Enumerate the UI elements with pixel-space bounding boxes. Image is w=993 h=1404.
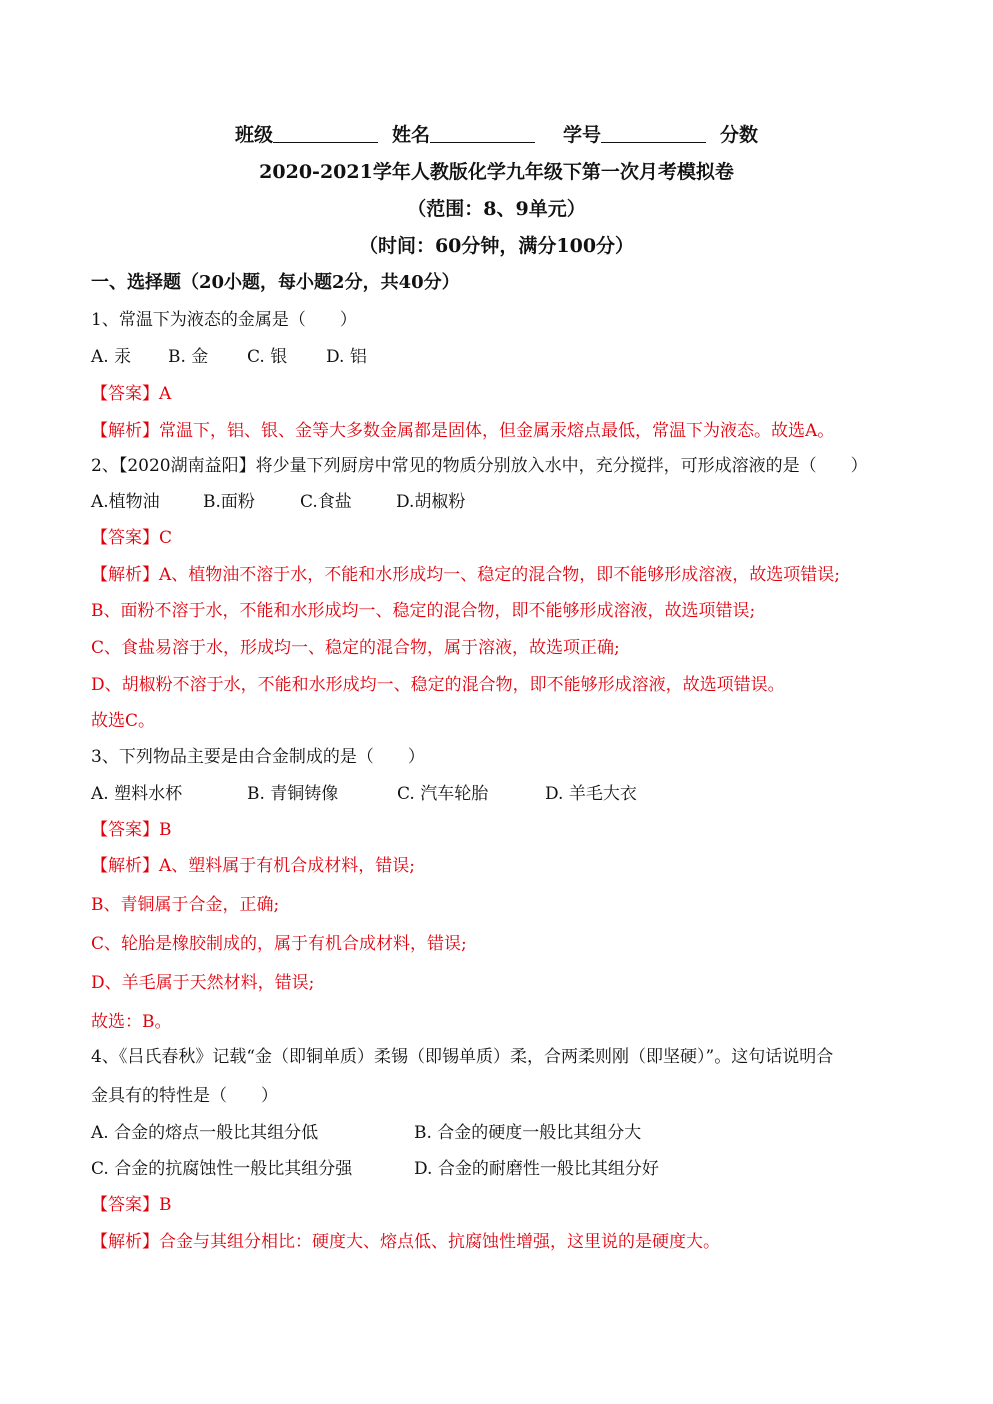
id-label: 学号 [563, 124, 602, 146]
question-1-answer [91, 383, 171, 405]
exam-scope: （范围：8、9单元） [407, 198, 586, 220]
option-c: C. 合金的抗腐蚀性一般比其组分强 [91, 1159, 353, 1179]
question-2-analysis-1 [91, 564, 840, 586]
question-4-analysis [91, 1231, 720, 1253]
question-3-stem: 3、下列物品主要是由合金制成的是（ ） [91, 747, 425, 767]
option-b: B.面粉 [203, 492, 255, 512]
answer-tag: 【答案】 [91, 528, 159, 548]
question-2-analysis-5: 故选C。 [91, 711, 156, 731]
exam-title: 2020-2021学年人教版化学九年级下第一次月考模拟卷 [259, 161, 734, 183]
option-b: B. 青铜铸像 [247, 784, 339, 804]
analysis-text: A、塑料属于有机合成材料，错误; [159, 856, 416, 876]
option-c: C. 汽车轮胎 [397, 784, 489, 804]
analysis-tag: 【解析】 [91, 421, 159, 441]
question-3-analysis-1 [91, 855, 415, 877]
option-a: A. 合金的熔点一般比其组分低 [91, 1123, 319, 1143]
option-d: D. 铝 [326, 347, 367, 367]
analysis-text: A、植物油不溶于水，不能和水形成均一、稳定的混合物，即不能够形成溶液，故选项错误; [159, 565, 841, 585]
answer-value: B [159, 1195, 172, 1215]
analysis-tag: 【解析】 [91, 856, 159, 876]
option-c: C. 银 [247, 347, 288, 367]
question-2-answer [91, 527, 172, 549]
question-2-options [91, 491, 465, 513]
answer-value: A [159, 384, 172, 404]
question-2-stem: 2、【2020湖南益阳】将少量下列厨房中常见的物质分别放入水中，充分搅拌，可形成溶液的是（ ） [91, 456, 868, 476]
option-c: C.食盐 [300, 492, 352, 512]
option-a: A. 塑料水杯 [91, 784, 183, 804]
analysis-text: 常温下，铝、银、金等大多数金属都是固体，但金属汞熔点最低，常温下为液态。故选A。 [159, 421, 835, 441]
analysis-text: 合金与其组分相比：硬度大、熔点低、抗腐蚀性增强，这里说的是硬度大。 [159, 1232, 720, 1252]
answer-tag: 【答案】 [91, 820, 159, 840]
option-b: B. 金 [168, 347, 209, 367]
option-d: D. 羊毛大衣 [545, 784, 637, 804]
question-4-options-row-2 [91, 1158, 659, 1180]
question-3-answer [91, 819, 172, 841]
answer-value: C [159, 528, 173, 548]
section-title: 一、选择题（20小题，每小题2分，共40分） [91, 272, 460, 293]
question-4-options-row-1 [91, 1122, 641, 1144]
id-blank [601, 124, 706, 143]
question-3-analysis-3: C、轮胎是橡胶制成的，属于有机合成材料，错误; [91, 934, 467, 954]
option-d: D.胡椒粉 [396, 492, 466, 512]
name-label: 姓名 [391, 124, 430, 146]
option-b: B. 合金的硬度一般比其组分大 [414, 1123, 642, 1143]
name-blank [430, 124, 535, 143]
answer-value: B [159, 820, 172, 840]
question-2-analysis-4: D、胡椒粉不溶于水，不能和水形成均一、稳定的混合物，即不能够形成溶液，故选项错误。 [91, 675, 785, 695]
question-4-stem-1: 4、《吕氏春秋》记载“金（即铜单质）柔锡（即锡单质）柔，合两柔则刚（即坚硬）”。这句话说明合 [91, 1047, 834, 1067]
question-4-stem-2: 金具有的特性是（ ） [91, 1086, 278, 1106]
option-d: D. 合金的耐磨性一般比其组分好 [414, 1159, 659, 1179]
question-4-answer [91, 1194, 172, 1216]
question-1-stem: 1、常温下为液态的金属是（ ） [91, 310, 357, 330]
answer-tag: 【答案】 [91, 384, 159, 404]
answer-tag: 【答案】 [91, 1195, 159, 1215]
score-label: 分数 [720, 124, 759, 146]
question-3-analysis-5: 故选：B。 [91, 1012, 172, 1032]
class-blank [273, 124, 378, 143]
analysis-tag: 【解析】 [91, 1232, 159, 1252]
exam-time: （时间：60分钟，满分100分） [358, 235, 635, 257]
question-3-options [91, 783, 637, 805]
question-3-analysis-2: B、青铜属于合金，正确; [91, 895, 280, 915]
option-a: A.植物油 [91, 492, 160, 512]
question-1-options [91, 346, 367, 368]
student-info-line [0, 124, 993, 146]
class-label: 班级 [234, 124, 273, 146]
question-2-analysis-2: B、面粉不溶于水，不能和水形成均一、稳定的混合物，即不能够形成溶液，故选项错误; [91, 601, 756, 621]
question-2-analysis-3: C、食盐易溶于水，形成均一、稳定的混合物，属于溶液，故选项正确; [91, 638, 620, 658]
analysis-tag: 【解析】 [91, 565, 159, 585]
question-3-analysis-4: D、羊毛属于天然材料，错误; [91, 973, 315, 993]
option-a: A. 汞 [91, 347, 132, 367]
question-1-analysis [91, 420, 834, 442]
